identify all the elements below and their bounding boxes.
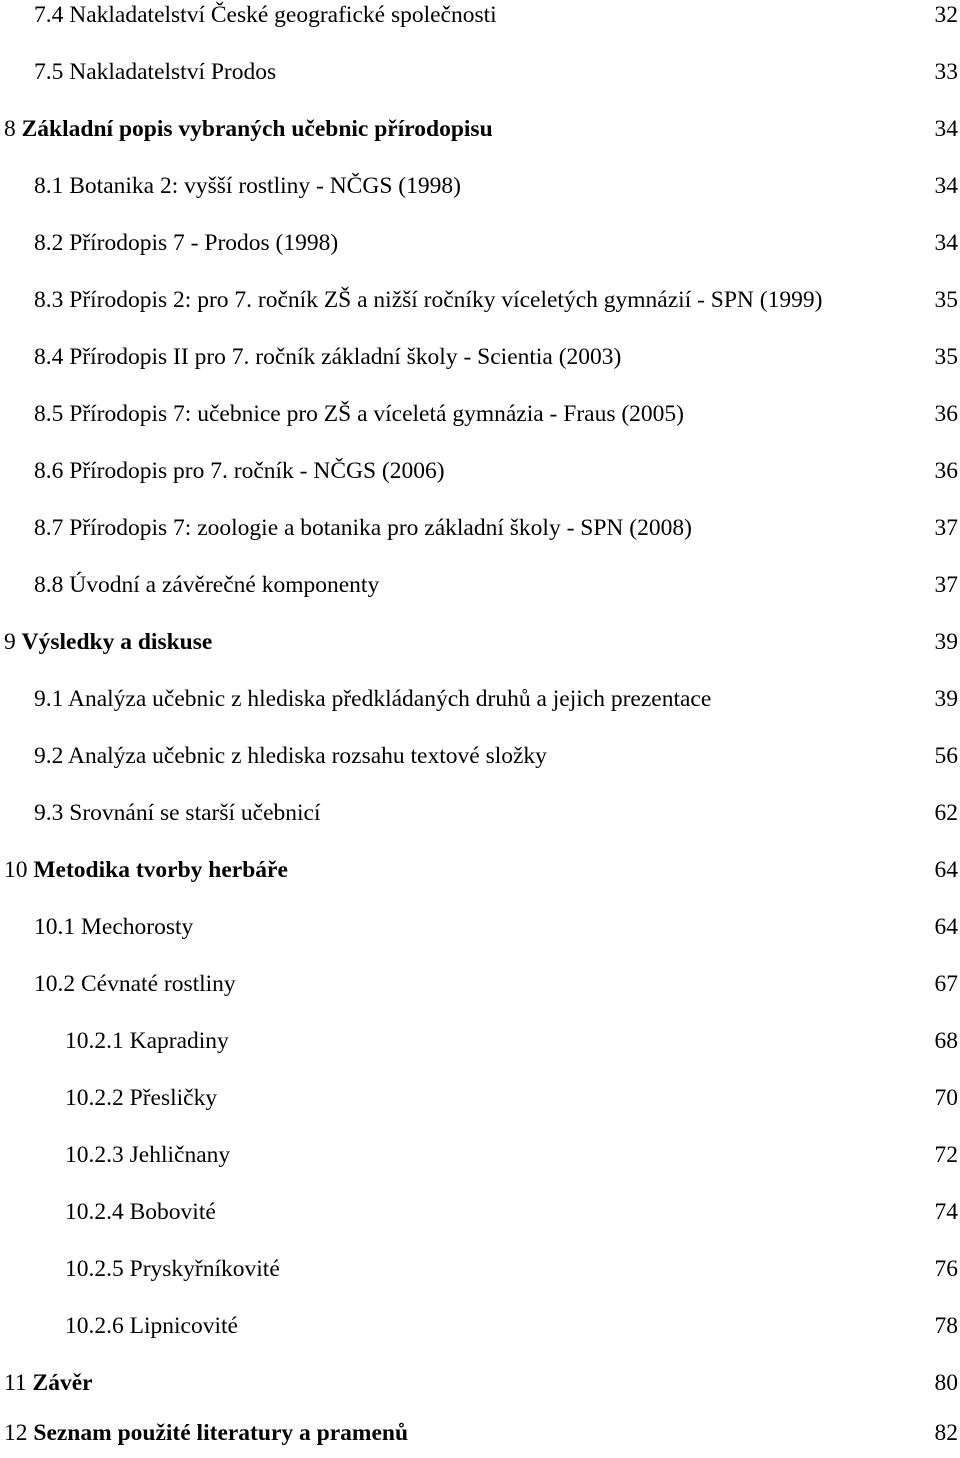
toc-page-number: 35 bbox=[934, 344, 958, 370]
toc-page-number: 62 bbox=[934, 800, 958, 826]
toc-page-number: 64 bbox=[934, 914, 958, 940]
toc-page-number: 70 bbox=[934, 1085, 958, 1111]
toc-entry-title: Mechorosty bbox=[81, 914, 194, 940]
toc-entry-number: 8.6 bbox=[34, 458, 64, 484]
toc-entry-label bbox=[4, 114, 493, 144]
toc-entry[interactable] bbox=[0, 228, 960, 268]
toc-chapter-number: 11 bbox=[4, 1370, 27, 1396]
toc-entry-label bbox=[34, 228, 338, 258]
toc-page-number: 76 bbox=[934, 1256, 958, 1282]
toc-entry-label bbox=[65, 1254, 280, 1284]
toc-subentry[interactable] bbox=[0, 1197, 960, 1237]
toc-page-number: 35 bbox=[934, 287, 958, 313]
toc-entry-number: 8.5 bbox=[34, 401, 64, 427]
toc-entry[interactable] bbox=[0, 399, 960, 439]
toc-chapter[interactable] bbox=[0, 1418, 960, 1458]
toc-entry-label bbox=[65, 1197, 216, 1227]
toc-entry-label bbox=[34, 513, 692, 543]
toc-entry-label bbox=[34, 285, 822, 315]
toc-entry-number: 10.2.5 bbox=[65, 1256, 124, 1282]
toc-entry[interactable] bbox=[0, 969, 960, 1009]
toc-chapter[interactable] bbox=[0, 114, 960, 154]
toc-entry-label bbox=[34, 912, 193, 942]
toc-entry-label bbox=[34, 684, 711, 714]
toc-entry-number: 10.2.6 bbox=[65, 1313, 124, 1339]
toc-entry-label bbox=[4, 627, 212, 657]
toc-entry-number: 8.2 bbox=[34, 230, 64, 256]
toc-page-number: 34 bbox=[934, 173, 958, 199]
toc-entry-number: 8.3 bbox=[34, 287, 64, 313]
toc-entry-label bbox=[65, 1140, 230, 1170]
toc-page-number: 32 bbox=[934, 2, 958, 28]
toc-entry-number: 8.4 bbox=[34, 344, 64, 370]
toc-entry-number: 9.3 bbox=[34, 800, 64, 826]
toc-entry-title: Přírodopis 2: pro 7. ročník ZŠ a nižší ročníky víceletých gymnázií - SPN (1999) bbox=[69, 287, 823, 313]
toc-chapter[interactable] bbox=[0, 855, 960, 895]
toc-entry-title: Srovnání se starší učebnicí bbox=[69, 800, 321, 826]
toc-entry-label bbox=[34, 342, 621, 372]
toc-page-number: 39 bbox=[934, 629, 958, 655]
toc-page-number: 34 bbox=[934, 116, 958, 142]
toc-subentry[interactable] bbox=[0, 1140, 960, 1180]
toc-subentry[interactable] bbox=[0, 1083, 960, 1123]
toc-page-number: 67 bbox=[934, 971, 958, 997]
toc-entry-title: Nakladatelství Prodos bbox=[69, 59, 277, 85]
toc-entry-title: Bobovité bbox=[129, 1199, 216, 1225]
toc-chapter-number: 12 bbox=[4, 1420, 28, 1446]
toc-page-number: 74 bbox=[934, 1199, 958, 1225]
toc-entry-label bbox=[34, 969, 236, 999]
toc-page-number: 82 bbox=[934, 1420, 958, 1446]
toc-subentry[interactable] bbox=[0, 1311, 960, 1351]
toc-entry[interactable] bbox=[0, 684, 960, 724]
toc-entry-number: 8.7 bbox=[34, 515, 64, 541]
toc-entry-label bbox=[4, 1418, 408, 1448]
toc-entry[interactable] bbox=[0, 570, 960, 610]
toc-entry-label bbox=[34, 741, 547, 771]
toc-entry-label bbox=[34, 798, 321, 828]
toc-entry-title: Jehličnany bbox=[129, 1142, 231, 1168]
toc-entry-title: Přírodopis II pro 7. ročník základní školy - Scientia (2003) bbox=[69, 344, 622, 370]
toc-entry-label bbox=[34, 57, 276, 87]
toc-entry-label bbox=[34, 399, 684, 429]
toc-chapter-number: 8 bbox=[4, 116, 16, 142]
toc-entry-number: 9.2 bbox=[34, 743, 64, 769]
toc-entry[interactable] bbox=[0, 57, 960, 97]
toc-entry-title: Cévnaté rostliny bbox=[81, 971, 236, 997]
toc-entry-number: 7.4 bbox=[34, 2, 64, 28]
toc-entry-number: 10.2.2 bbox=[65, 1085, 124, 1111]
toc-page-number: 64 bbox=[934, 857, 958, 883]
toc-entry-title: Analýza učebnic z hlediska rozsahu textové složky bbox=[67, 743, 547, 769]
toc-page-number: 72 bbox=[934, 1142, 958, 1168]
toc-page-number: 39 bbox=[934, 686, 958, 712]
toc-chapter[interactable] bbox=[0, 627, 960, 667]
toc-chapter-number: 10 bbox=[4, 857, 28, 883]
toc-entry-number: 10.2.4 bbox=[65, 1199, 124, 1225]
toc-entry[interactable] bbox=[0, 285, 960, 325]
toc-entry-title: Přírodopis 7: učebnice pro ZŠ a víceletá gymnázia - Fraus (2005) bbox=[69, 401, 684, 427]
toc-entry-title: Kapradiny bbox=[129, 1028, 229, 1054]
toc-entry-label bbox=[34, 171, 461, 201]
toc-entry[interactable] bbox=[0, 0, 960, 40]
toc-entry-number: 7.5 bbox=[34, 59, 64, 85]
toc-entry[interactable] bbox=[0, 741, 960, 781]
toc-entry-title: Úvodní a závěrečné komponenty bbox=[69, 572, 380, 598]
toc-entry[interactable] bbox=[0, 513, 960, 553]
toc-entry-label bbox=[4, 855, 288, 885]
toc-page-number: 34 bbox=[934, 230, 958, 256]
toc-entry-label bbox=[65, 1311, 238, 1341]
toc-entry-title: Pryskyřníkovité bbox=[129, 1256, 280, 1282]
toc-page-number: 37 bbox=[934, 515, 958, 541]
toc-entry-number: 10.2 bbox=[34, 971, 76, 997]
toc-entry[interactable] bbox=[0, 171, 960, 211]
toc-entry-title: Nakladatelství České geografické společnosti bbox=[69, 2, 497, 28]
toc-entry-label bbox=[65, 1026, 229, 1056]
toc-page-number: 36 bbox=[934, 401, 958, 427]
toc-chapter-title: Závěr bbox=[32, 1370, 93, 1396]
toc-entry-number: 10.1 bbox=[34, 914, 76, 940]
toc-entry[interactable] bbox=[0, 798, 960, 838]
toc-entry-label bbox=[65, 1083, 217, 1113]
toc-entry-label bbox=[34, 456, 445, 486]
toc-entry-number: 8.1 bbox=[34, 173, 64, 199]
toc-entry-number: 10.2.3 bbox=[65, 1142, 124, 1168]
toc-entry-title: Analýza učebnic z hlediska předkládaných druhů a jejich prezentace bbox=[67, 686, 712, 712]
toc-subentry[interactable] bbox=[0, 1026, 960, 1066]
toc-chapter-title: Základní popis vybraných učebnic přírodopisu bbox=[21, 116, 493, 142]
toc-entry-label bbox=[34, 0, 497, 30]
toc-entry-title: Přírodopis 7 - Prodos (1998) bbox=[69, 230, 339, 256]
toc-chapter-title: Metodika tvorby herbáře bbox=[33, 857, 288, 883]
toc-entry-number: 10.2.1 bbox=[65, 1028, 124, 1054]
toc-page-number: 37 bbox=[934, 572, 958, 598]
toc-page-number: 56 bbox=[934, 743, 958, 769]
toc-chapter-title: Výsledky a diskuse bbox=[21, 629, 213, 655]
toc-page-number: 78 bbox=[934, 1313, 958, 1339]
toc-entry-title: Lipnicovité bbox=[129, 1313, 238, 1339]
toc-entry-label bbox=[4, 1368, 93, 1398]
toc-entry-title: Botanika 2: vyšší rostliny - NČGS (1998) bbox=[69, 173, 461, 199]
toc-subentry[interactable] bbox=[0, 1254, 960, 1294]
toc-entry-title: Přírodopis 7: zoologie a botanika pro základní školy - SPN (2008) bbox=[69, 515, 692, 541]
toc-chapter[interactable] bbox=[0, 1368, 960, 1408]
toc-chapter-title: Seznam použité literatury a pramenů bbox=[33, 1420, 409, 1446]
toc-page-number: 33 bbox=[934, 59, 958, 85]
toc-page-number: 36 bbox=[934, 458, 958, 484]
toc-entry-title: Přírodopis pro 7. ročník - NČGS (2006) bbox=[69, 458, 445, 484]
toc-chapter-number: 9 bbox=[4, 629, 16, 655]
toc-entry[interactable] bbox=[0, 342, 960, 382]
toc-entry-number: 8.8 bbox=[34, 572, 64, 598]
toc-entry-label bbox=[34, 570, 379, 600]
toc-entry-number: 9.1 bbox=[34, 686, 64, 712]
toc-entry[interactable] bbox=[0, 456, 960, 496]
toc-page-number: 68 bbox=[934, 1028, 958, 1054]
toc-entry-title: Přesličky bbox=[129, 1085, 218, 1111]
toc-entry[interactable] bbox=[0, 912, 960, 952]
toc-page-number: 80 bbox=[934, 1370, 958, 1396]
